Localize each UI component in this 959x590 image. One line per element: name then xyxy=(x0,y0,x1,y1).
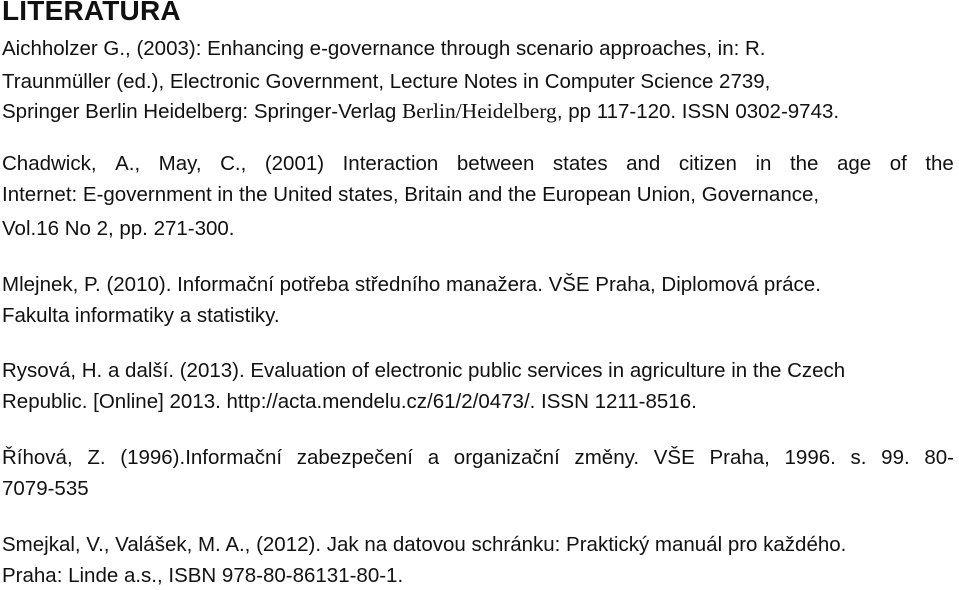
reference-word: Říhová, xyxy=(2,446,73,469)
ref-rysova-line-2: Republic. [Online] 2013. http://acta.mendelu.cz/61/2/0473/. ISSN 1211-8516. xyxy=(2,390,697,413)
ref-chadwick-line-2: Internet: E-government in the United states, Britain and the European Union, Governance, xyxy=(2,183,820,206)
reference-word: (1996).Informační xyxy=(120,446,283,469)
reference-word: C., xyxy=(220,152,247,175)
reference-word: VŠE xyxy=(653,446,695,469)
reference-word: the xyxy=(789,152,819,175)
reference-word: citizen xyxy=(678,152,737,175)
ref-chadwick-line-1 xyxy=(2,149,954,178)
reference-word: between xyxy=(456,152,535,175)
reference-word: organizační xyxy=(453,446,560,469)
reference-word: s. xyxy=(850,446,867,469)
reference-word: A., xyxy=(115,152,141,175)
ref-rihova-line-2: 7079-535 xyxy=(2,477,89,500)
reference-word: (2001) xyxy=(264,152,325,175)
ref-aichholzer-line-3 xyxy=(2,97,839,126)
ref-rihova-line-1 xyxy=(2,443,954,472)
ref-aichholzer-line-1: Aichholzer G., (2003): Enhancing e-governance through scenario approaches, in: R. xyxy=(2,37,766,60)
ref-aichholzer-line-2: Traunmüller (ed.), Electronic Government, Lecture Notes in Computer Science 2739, xyxy=(2,70,771,93)
reference-word: age xyxy=(836,152,872,175)
reference-word: in xyxy=(755,152,772,175)
ref-aichholzer-line-3-part-b: Berlin/Heidelberg xyxy=(401,99,557,123)
reference-word: Interaction xyxy=(342,152,439,175)
reference-word: May, xyxy=(158,152,202,175)
ref-smejkal-line-2: Praha: Linde a.s., ISBN 978-80-86131-80-1. xyxy=(2,564,404,587)
ref-mlejnek-line-2: Fakulta informatiky a statistiky. xyxy=(2,304,280,327)
reference-word: 99. xyxy=(881,446,910,469)
reference-word: states xyxy=(552,152,608,175)
ref-aichholzer-line-3-part-c: , pp 117-120. ISSN 0302-9743. xyxy=(556,100,840,123)
reference-word: zabezpečení xyxy=(296,446,414,469)
reference-word: změny. xyxy=(574,446,640,469)
reference-word: Z. xyxy=(87,446,106,469)
page-heading: LITERATURA xyxy=(2,0,181,26)
ref-chadwick-line-3: Vol.16 No 2, pp. 271-300. xyxy=(2,217,235,240)
ref-smejkal-line-1: Smejkal, V., Valášek, M. A., (2012). Jak na datovou schránku: Praktický manuál pro každého. xyxy=(2,533,847,556)
reference-word: 1996. xyxy=(784,446,836,469)
reference-word: Praha, xyxy=(709,446,770,469)
ref-rysova-line-1: Rysová, H. a další. (2013). Evaluation of electronic public services in agriculture in the Czech xyxy=(2,359,846,382)
reference-word: Chadwick, xyxy=(2,152,97,175)
reference-word: of xyxy=(889,152,907,175)
reference-word: the xyxy=(925,152,954,175)
ref-aichholzer-line-3-part-a: Springer Berlin Heidelberg: Springer-Verlag xyxy=(2,100,402,123)
reference-word: and xyxy=(626,152,661,175)
ref-mlejnek-line-1: Mlejnek, P. (2010). Informační potřeba středního manažera. VŠE Praha, Diplomová práce. xyxy=(2,273,821,296)
reference-word: a xyxy=(427,446,440,469)
reference-word: 80- xyxy=(924,446,954,469)
